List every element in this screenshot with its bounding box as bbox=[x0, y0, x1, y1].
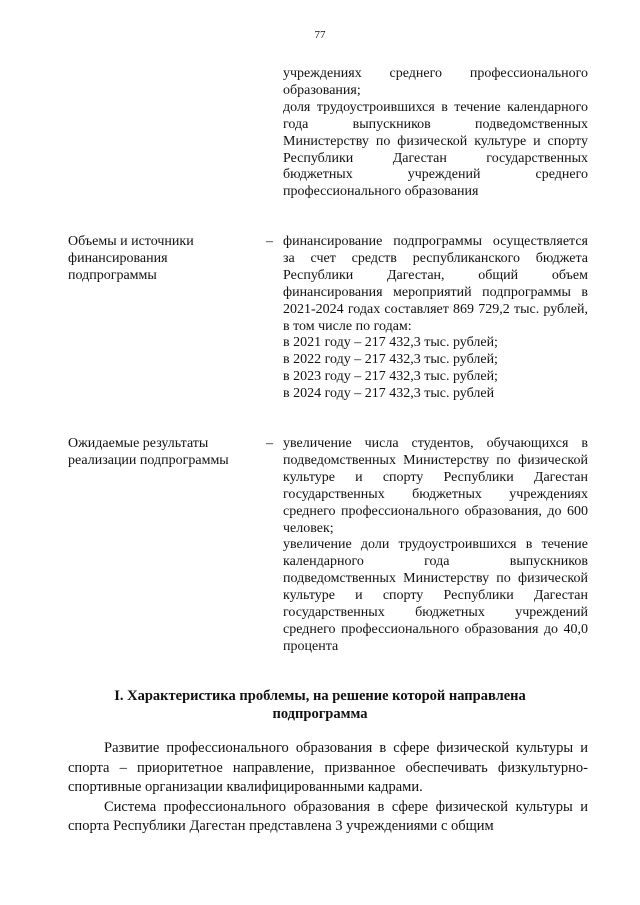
section-body bbox=[68, 739, 588, 837]
row-dash: – bbox=[266, 234, 273, 249]
passport-row-value bbox=[283, 436, 588, 656]
body-paragraph: Развитие профессионального образования в сфере физической культуры и спорта – приоритетное направление, призванное обеспечивать физкультурно-спортивные организации квалифицированными кадрами. bbox=[68, 740, 588, 795]
body-paragraph: Система профессионального образования в сфере физической культуры и спорта Республики Дагестан представлена 3 учреждениями с общим bbox=[68, 798, 588, 834]
value-paragraph: в 2023 году – 217 432,3 тыс. рублей; bbox=[283, 369, 498, 385]
value-paragraph: увеличение числа студентов, обучающихся в подведомственных Министерству по физической культуре и спорту Республики Дагестан государственных бюджетных учреждениях среднего профессионального образования, до 600 человек; bbox=[283, 436, 588, 536]
value-paragraph: в 2024 году – 217 432,3 тыс. рублей bbox=[283, 386, 495, 402]
value-paragraph: финансирование подпрограммы осуществляется за счет средств республиканского бюджета Республики Дагестан, общий объем финансирования мероприятий подпрограммы в 2021-2024 годах составляет 869 729,2 тыс. рублей, в том числе по годам: bbox=[283, 234, 588, 334]
value-paragraph: в 2021 году – 217 432,3 тыс. рублей; bbox=[283, 335, 498, 351]
passport-row-label: Объемы и источники финансирования подпрограммы bbox=[68, 234, 194, 283]
passport-row-value bbox=[283, 234, 588, 403]
row-dash: – bbox=[266, 436, 273, 451]
value-paragraph: доля трудоустроившихся в течение календарного года выпускников подведомственных Министерству по физической культуре и спорту Республики Дагестан государственных бюджетных учреждений среднего профессионального образования bbox=[283, 99, 588, 200]
passport-row-value bbox=[283, 66, 588, 201]
value-paragraph: учреждениях среднего профессионального образования; bbox=[283, 66, 588, 98]
section-title: I. Характеристика проблемы, на решение которой направлена подпрограмма bbox=[114, 688, 526, 722]
passport-row-label: Ожидаемые результаты реализации подпрограммы bbox=[68, 436, 229, 468]
page-number: 77 bbox=[314, 29, 326, 41]
value-paragraph: в 2022 году – 217 432,3 тыс. рублей; bbox=[283, 352, 498, 368]
value-paragraph: увеличение доли трудоустроившихся в течение календарного года выпускников подведомственных Министерству по физической культуре и спорту Республики Дагестан государственных бюджетных учреждений среднего профессионального образования до 40,0 процента bbox=[283, 537, 588, 654]
